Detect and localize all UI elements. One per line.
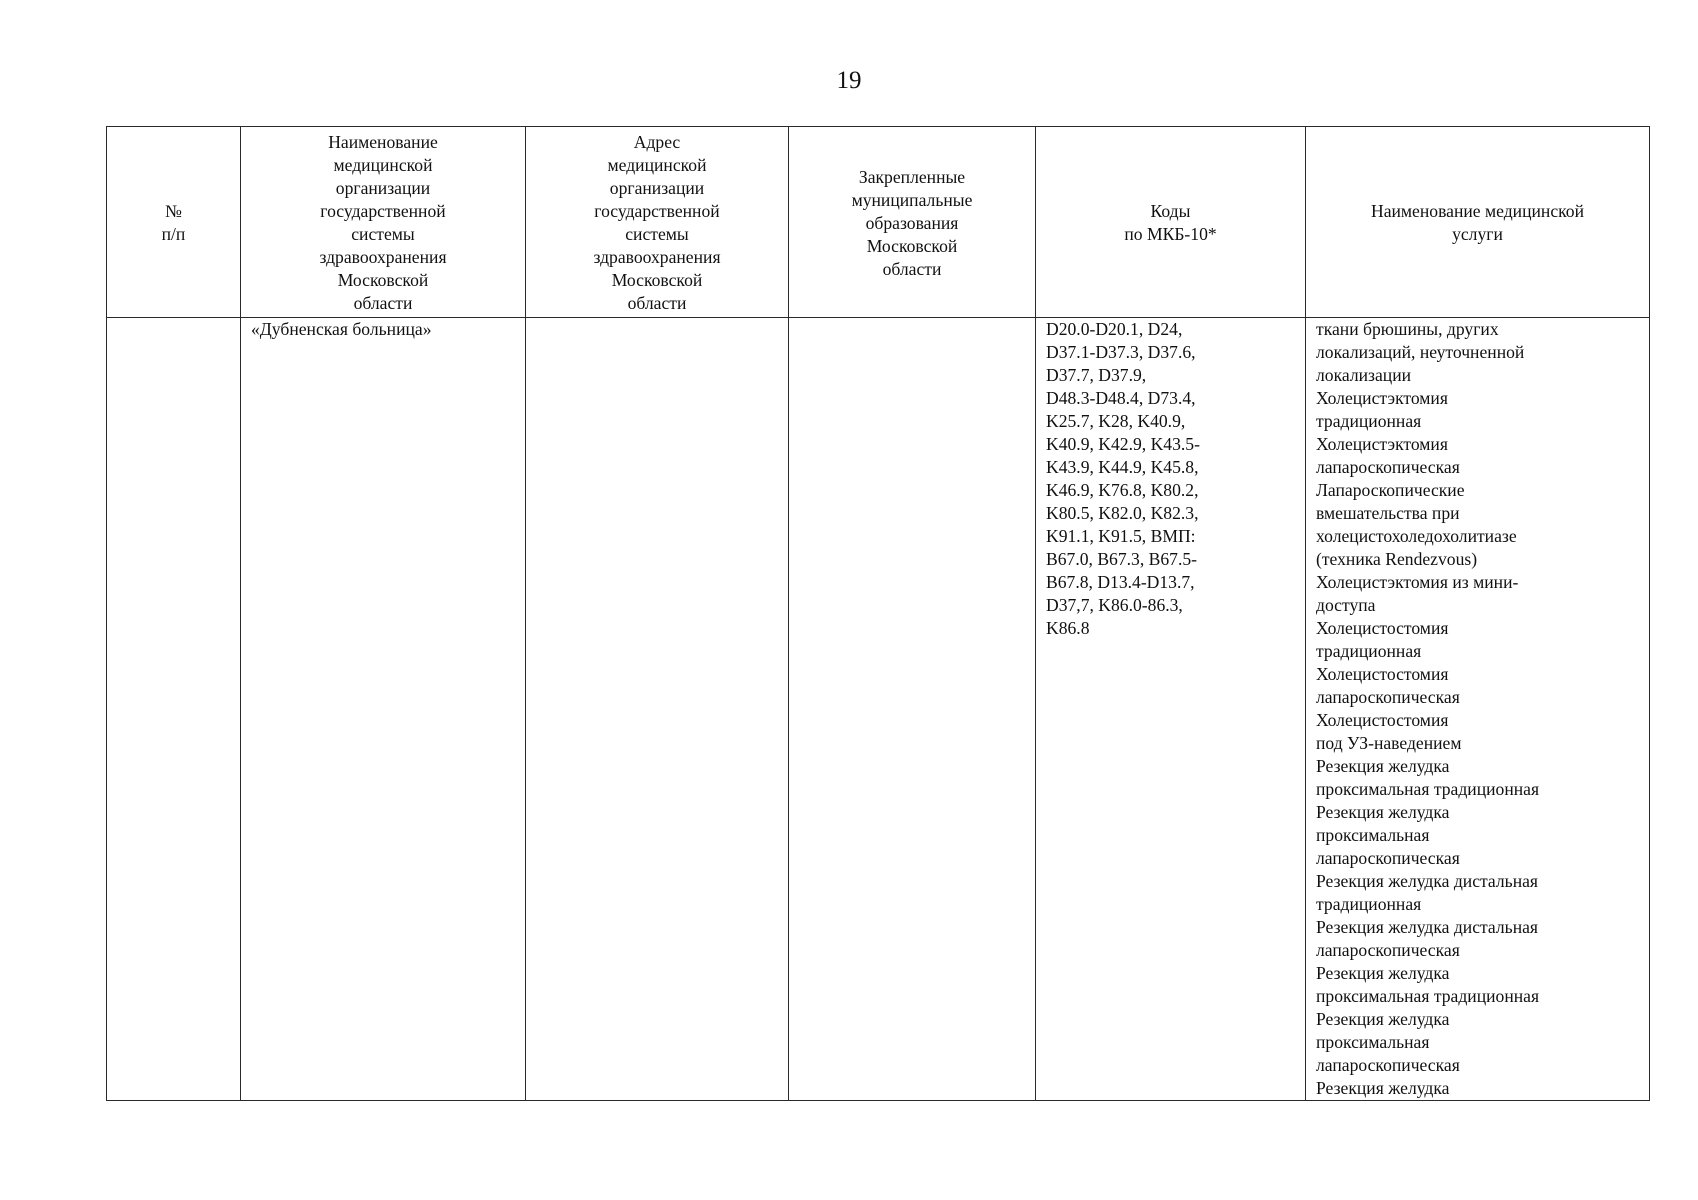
cell-icd-codes [1036,318,1306,1101]
header-municipalities [789,127,1036,318]
header-medical-service-label: Наименование медицинской услуги [1370,201,1584,244]
header-organization-name [241,127,526,318]
page-number: 19 [836,67,862,94]
cell-organization-address [526,318,789,1101]
cell-medical-services-text: ткани брюшины, других локализаций, неуточненной локализации Холецистэктомия традиционная Холецистэктомия лапароскопическая Лапароскопические вмешательства при холецистохоледохолитиазе (техника Rendezvous) Холецистэктомия из мини- доступа Холецистостомия традиционная Холецистостомия лапароскопическая Холецистостомия под УЗ-наведением Резекция желудка проксимальная традиционная Резекция желудка проксимальная лапароскопическая Резекция желудка дистальная традиционная Резекция желудка дистальная лапароскопическая Резекция желудка проксимальная традиционная Резекция желудка проксимальная лапароскопическая Резекция желудка [1316,319,1540,1098]
header-organization-name-label: Наименование медицинской организации государственной системы здравоохранения Московской области [319,132,447,313]
cell-organization-name [241,318,526,1101]
header-organization-address [526,127,789,318]
cell-organization-name-text: «Дубненская больница» [251,319,432,339]
header-number [107,127,241,318]
header-icd-codes [1036,127,1306,318]
header-organization-address-label: Адрес медицинской организации государственной системы здравоохранения Московской области [593,132,721,313]
cell-municipalities [789,318,1036,1101]
header-number-label: № п/п [161,201,186,244]
table-row [107,318,1650,1101]
header-medical-service [1306,127,1650,318]
table-header-row [107,127,1650,318]
cell-icd-codes-text: D20.0-D20.1, D24, D37.1-D37.3, D37.6, D37.7, D37.9, D48.3-D48.4, D73.4, K25.7, K28, K40.9, K40.9, K42.9, K43.5- K43.9, K44.9, K45.8, K46.9, K76.8, K80.2, K80.5, K82.0, K82.3, K91.1, K91.5, ВМП: B67.0, B67.3, B67.5- B67.8, D13.4-D13.7, D37,7, K86.0-86.3, K86.8 [1046,319,1200,638]
cell-medical-services [1306,318,1650,1101]
cell-number [107,318,241,1101]
header-municipalities-label: Закрепленные муниципальные образования Московской области [851,166,973,279]
medical-organizations-table [106,126,1650,1101]
header-icd-codes-label: Коды по МКБ-10* [1124,201,1217,244]
